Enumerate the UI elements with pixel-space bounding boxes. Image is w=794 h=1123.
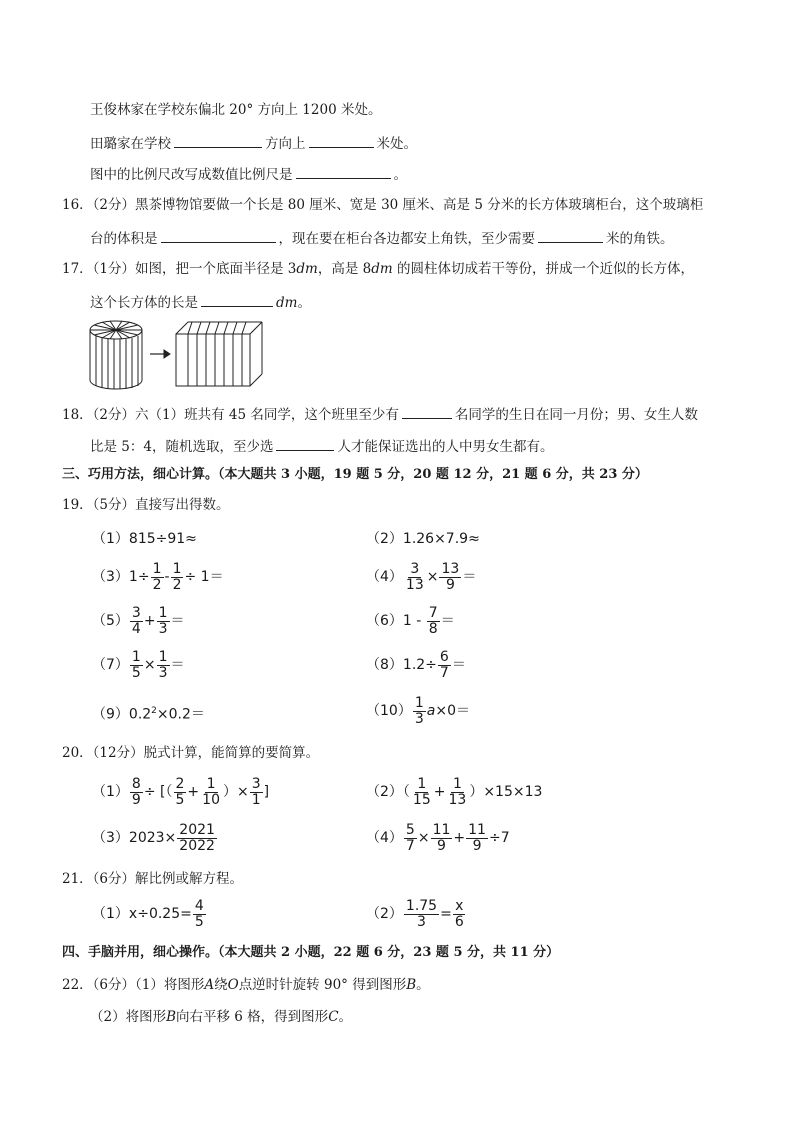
q16-line2: 台的体积是 ，现在要在柜台各边都安上角铁，至少需要 米的角铁。 <box>90 228 674 248</box>
q18-line2: 比是 5：4，随机选取，至少选 人才能保证选出的人中男女生都有。 <box>90 436 553 456</box>
answer-blank-select[interactable] <box>276 436 334 451</box>
q22-line2: （2）将图形B向右平移 6 格，得到图形C。 <box>90 1009 353 1025</box>
q19-item-10: （10） $\frac{1}{3}$ a×0＝ <box>366 694 470 727</box>
q17-line2: 这个长方体的长是 dm。 <box>90 292 311 312</box>
q20-item-3: （3）2023× $\frac{2021}{2022}$ <box>92 821 215 854</box>
answer-blank-volume[interactable] <box>161 228 276 243</box>
answer-blank-distance[interactable] <box>309 133 374 148</box>
section-4-heading: 四、手脑并用，细心操作。（本大题共 2 小题，22 题 6 分，23 题 5 分，共 11 分） <box>62 945 560 960</box>
answer-blank-direction[interactable] <box>174 133 262 148</box>
cylinder-to-cuboid-figure <box>88 318 268 390</box>
q20-item-1: （1） $\frac{8}{9}$ ÷ [（ $\frac{2}{5}$ + $\frac{1}{10}$ ）× $\frac{3}{1}$ ] <box>92 775 270 808</box>
q20-item-4: （4） $\frac{5}{7}$ × $\frac{11}{9}$ + $\frac{11}{9}$ ÷7 <box>366 821 510 854</box>
q15-line1: 王俊林家在学校东偏北 20° 方向上 1200 米处。 <box>90 102 382 118</box>
q15-line3: 图中的比例尺改写成数值比例尺是 。 <box>90 164 407 184</box>
q21-item-2: （2） $\frac{1.75}{3}$ = $\frac{x}{6}$ <box>366 897 464 930</box>
cuboid-figure <box>176 322 262 386</box>
q19-item-4: （4） $\frac{3}{13}$ × $\frac{13}{9}$ ＝ <box>366 560 477 593</box>
q19-item-9: $(9)0.2^2\times 0.2=$ <box>92 706 205 723</box>
answer-blank-angle-iron[interactable] <box>538 228 603 243</box>
q19-item-2: （2）1.26×7.9≈ <box>366 531 480 547</box>
q22-line1: 22．（6分）（1）将图形A绕O点逆时针旋转 90° 得到图形B。 <box>62 977 430 993</box>
q19-title: 19．（5分）直接写出得数。 <box>62 497 230 513</box>
q19-item-1: （1）815÷91≈ <box>92 531 197 547</box>
q18-line1: 18．（2分）六（1）班共有 45 名同学，这个班里至少有 名同学的生日在同一月份；男、女生人数 <box>62 404 698 424</box>
q19-item-6: （6）1 - $\frac{7}{8}$ ＝ <box>366 604 455 637</box>
q17-line1: 17．（1分）如图，把一个底面半径是 3dm，高是 8dm 的圆柱体切成若干等份，拼成一个近似的长方体， <box>62 261 694 277</box>
cylinder-figure <box>90 321 142 389</box>
q19-item-7: （7） $\frac{1}{5}$ × $\frac{1}{3}$ ＝ <box>92 648 185 681</box>
q16-line1: 16．（2分）黑茶博物馆要做一个长是 80 厘米、宽是 30 厘米、高是 5 分米的长方体玻璃柜台，这个玻璃柜 <box>62 197 704 213</box>
section-3-heading: 三、巧用方法，细心计算。（本大题共 3 小题，19 题 5 分，20 题 12 分，21 题 6 分，共 23 分） <box>62 467 648 482</box>
q15-line2: 田璐家在学校 方向上 米处。 <box>90 133 417 153</box>
answer-blank-scale[interactable] <box>296 164 391 179</box>
q21-item-1: （1）x÷0.25= $\frac{4}{5}$ <box>92 897 204 930</box>
answer-blank-length[interactable] <box>201 292 273 307</box>
answer-blank-birthday[interactable] <box>402 404 452 419</box>
q19-item-3: （3）1÷ $\frac{1}{2}$ - $\frac{1}{2}$ ÷ 1＝ <box>92 560 224 593</box>
arrow-icon <box>150 350 170 358</box>
q19-item-8: （8）1.2÷ $\frac{6}{7}$ ＝ <box>366 648 466 681</box>
q21-title: 21．（6分）解比例或解方程。 <box>62 871 244 887</box>
q20-title: 20．（12分）脱式计算，能简算的要简算。 <box>62 745 320 761</box>
q19-item-5: （5） $\frac{3}{4}$ + $\frac{1}{3}$ ＝ <box>92 604 185 637</box>
q20-item-2: （2）（ $\frac{1}{15}$ + $\frac{1}{13}$ ）×15×13 <box>366 775 543 808</box>
